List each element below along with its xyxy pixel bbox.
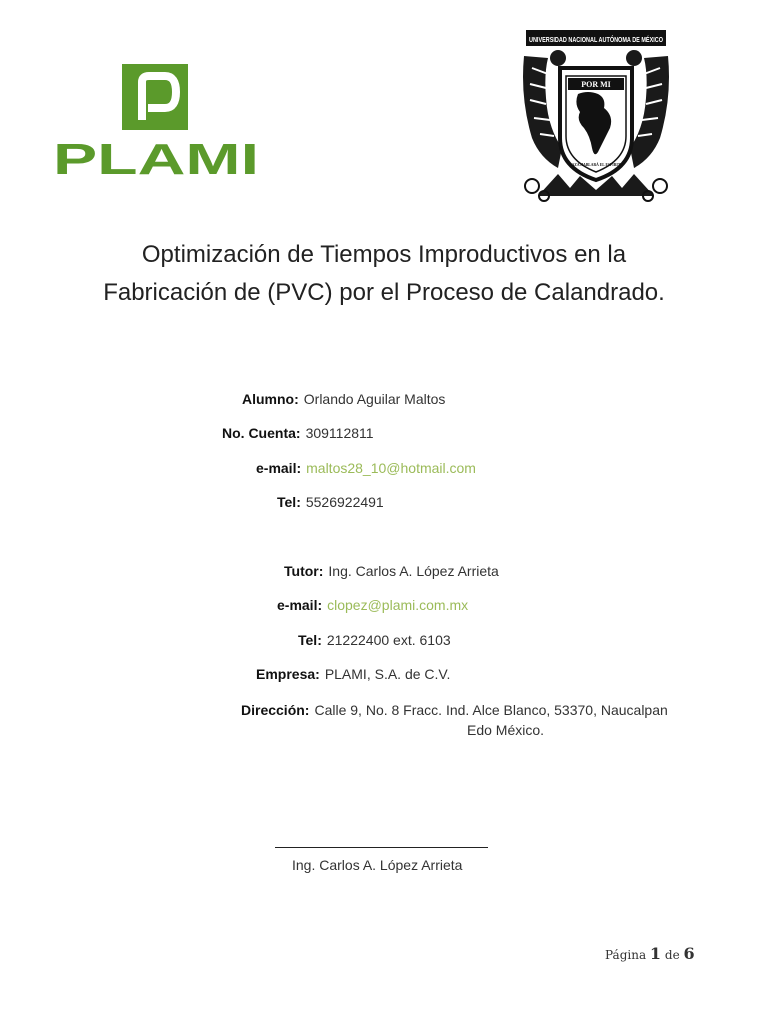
- plami-p-logo-icon: [122, 64, 188, 130]
- current-page: 1: [649, 944, 662, 963]
- address-line-1: Calle 9, No. 8 Fracc. Ind. Alce Blanco, 53370, Naucalpan: [314, 702, 668, 718]
- plami-logo: [52, 62, 260, 184]
- page-number: [605, 944, 695, 963]
- address-line-2: Edo México.: [467, 722, 545, 738]
- student-email-link[interactable]: maltos28_10@hotmail.com: [306, 460, 476, 476]
- student-name: Orlando Aguilar Maltos: [303, 391, 446, 407]
- signature-name: Ing. Carlos A. López Arrieta: [292, 857, 463, 873]
- of-word: de: [664, 948, 680, 962]
- company-row: [256, 665, 450, 683]
- student-account-row: [222, 424, 374, 442]
- tutor-email-label: e-mail:: [277, 597, 323, 613]
- title-line-2: Fabricación de (PVC) por el Proceso de Calandrado.: [103, 279, 665, 306]
- unam-seal-motto-top: POR MI: [581, 80, 611, 89]
- student-name-row: [242, 390, 445, 408]
- tutor-name: Ing. Carlos A. López Arrieta: [328, 563, 499, 579]
- tutor-email-row: [277, 596, 468, 614]
- unam-seal-icon: [518, 28, 674, 204]
- title-line-1: Optimización de Tiempos Improductivos en la: [141, 241, 627, 268]
- tutor-name-row: [284, 562, 499, 580]
- total-pages: 6: [683, 944, 695, 963]
- student-tel-row: [277, 493, 384, 511]
- address-label: Dirección:: [241, 702, 310, 718]
- unam-seal-top-text: UNIVERSIDAD NACIONAL AUTÓNOMA DE MÉXICO: [529, 35, 664, 44]
- tutor-tel: 21222400 ext. 6103: [326, 632, 451, 648]
- student-name-label: Alumno:: [242, 391, 299, 407]
- page-word: Página: [605, 948, 647, 962]
- tutor-email-link[interactable]: clopez@plami.com.mx: [327, 597, 469, 613]
- tutor-tel-label: Tel:: [298, 632, 322, 648]
- unam-seal-motto-bottom: RAZA HABLARÁ EL ESPÍRITU: [569, 162, 624, 167]
- plami-logo-text: PLAMI: [53, 135, 259, 184]
- address-row: [241, 699, 668, 721]
- company-label: Empresa:: [256, 666, 320, 682]
- document-title: [40, 236, 728, 312]
- signature-line: [275, 847, 488, 848]
- company-name: PLAMI, S.A. de C.V.: [324, 666, 451, 682]
- student-tel-label: Tel:: [277, 494, 301, 510]
- student-tel: 5526922491: [305, 494, 384, 510]
- student-email-label: e-mail:: [256, 460, 302, 476]
- tutor-name-label: Tutor:: [284, 563, 324, 579]
- tutor-tel-row: [298, 631, 451, 649]
- student-email-row: [256, 459, 476, 477]
- student-account-label: No. Cuenta:: [222, 425, 301, 441]
- student-account: 309112811: [305, 425, 374, 441]
